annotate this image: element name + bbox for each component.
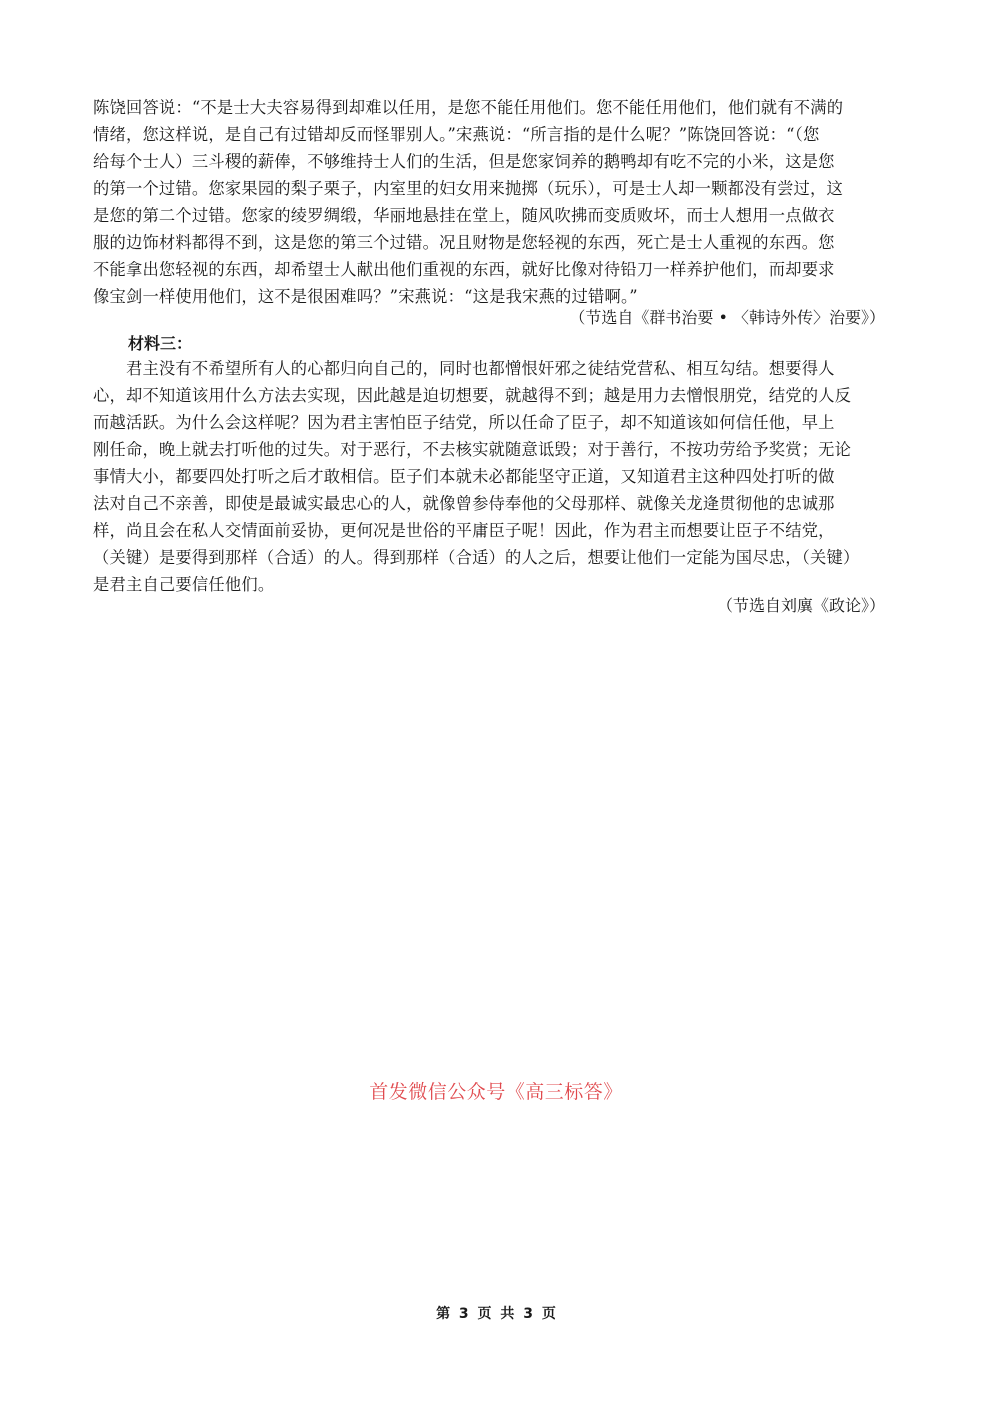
paragraph-line: 君主没有不希望所有人的心都归向自己的，同时也都憎恨奸邪之徒结党营私、相互勾结。想要得人 [93,359,835,378]
material-three-source: （节选自刘廙《政论》） [716,596,885,615]
material-two-paragraph [93,94,893,310]
paragraph-line: 心，却不知道该用什么方法去实现，因此越是迫切想要，就越得不到；越是用力去憎恨朋党，结党的人反 [93,386,852,405]
paragraph-line: 刚任命，晚上就去打听他的过失。对于恶行，不去核实就随意诋毁；对于善行，不按功劳给予奖赏；无论 [93,440,852,459]
paragraph-line: （关键）是要得到那样（合适）的人。得到那样（合适）的人之后，想要让他们一定能为国尽忠，（关键） [93,548,860,567]
paragraph-line: 是君主自己要信任他们。 [93,575,275,594]
paragraph-line: 陈饶回答说：“不是士大夫容易得到却难以任用，是您不能任用他们。您不能任用他们，他们就有不满的 [93,98,844,117]
paragraph-line: 而越活跃。为什么会这样呢？因为君主害怕臣子结党，所以任命了臣子，却不知道该如何信任他，早上 [93,413,835,432]
page-footer: 第 3 页 共 3 页 [436,1306,556,1322]
paragraph-line: 服的边饰材料都得不到，这是您的第三个过错。况且财物是您轻视的东西，死亡是士人重视的东西。您 [93,233,835,252]
paragraph-line: 像宝剑一样使用他们，这不是很困难吗？”宋燕说：“这是我宋燕的过错啊。” [93,287,638,306]
paragraph-line: 的第一个过错。您家果园的梨子栗子，内室里的妇女用来抛掷（玩乐），可是士人却一颗都没有尝过，这 [93,179,843,198]
watermark-text: 首发微信公众号《高三标答》 [369,1081,623,1103]
paragraph-line: 是您的第二个过错。您家的绫罗绸缎，华丽地悬挂在堂上，随风吹拂而变质败坏，而士人想用一点做衣 [93,206,835,225]
paragraph-line: 样，尚且会在私人交情面前妥协，更何况是世俗的平庸臣子呢！因此，作为君主而想要让臣子不结党， [93,521,835,540]
paragraph-line: 法对自己不亲善，即使是最诚实最忠心的人，就像曾参侍奉他的父母那样、就像关龙逄贯彻他的忠诚那 [93,494,835,513]
paragraph-line: 不能拿出您轻视的东西，却希望士人献出他们重视的东西，就好比像对待铅刀一样养护他们，而却要求 [93,260,835,279]
material-two-source: （节选自《群书治要 • 〈韩诗外传〉治要》） [569,308,885,327]
paragraph-line: 事情大小，都要四处打听之后才敢相信。臣子们本就未必都能坚守正道，又知道君主这种四处打听的做 [93,467,835,486]
material-three-paragraph [93,355,893,598]
paragraph-line: 情绪，您这样说，是自己有过错却反而怪罪别人。”宋燕说：“所言指的是什么呢？”陈饶回答说：“（您 [93,125,820,144]
material-three-heading: 材料三： [128,334,193,353]
paragraph-line: 给每个士人）三斗稷的薪俸，不够维持士人们的生活，但是您家饲养的鹅鸭却有吃不完的小米，这是您 [93,152,835,171]
